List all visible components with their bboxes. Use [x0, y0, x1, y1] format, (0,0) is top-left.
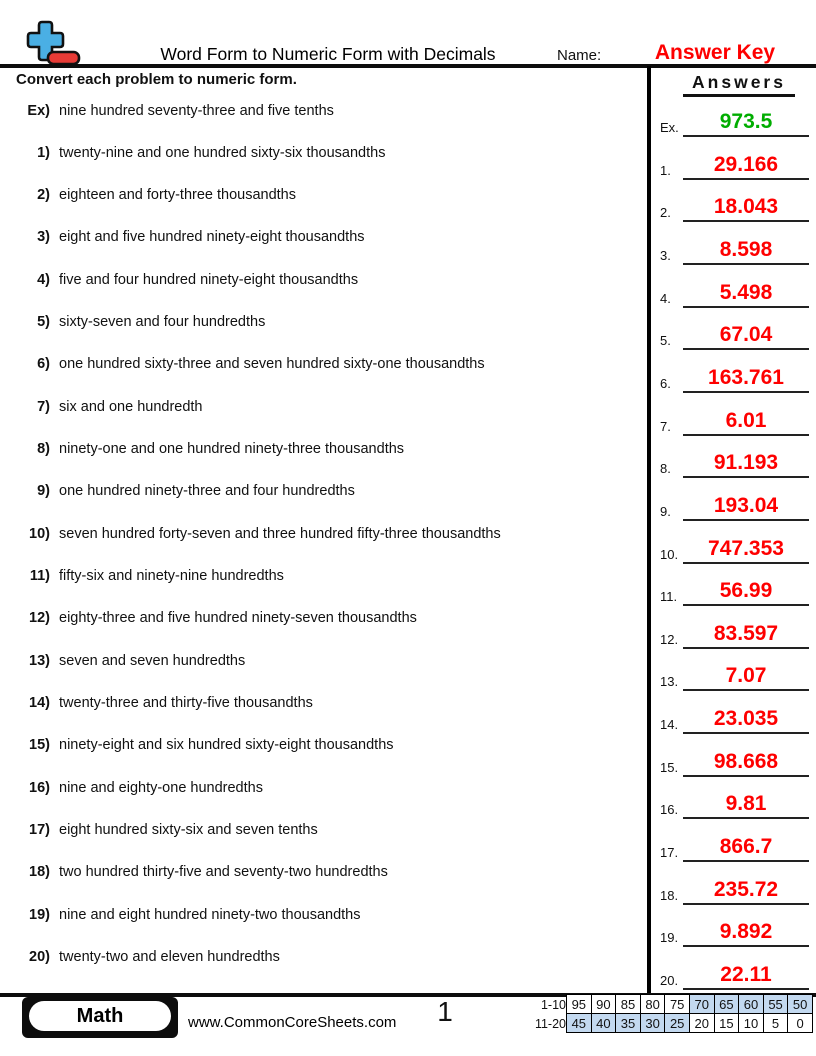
answer-row	[656, 530, 812, 564]
problem-row	[0, 780, 640, 796]
problem-text: five and four hundred ninety-eight thousandths	[59, 271, 359, 288]
grading-row1-label: 1-10	[540, 998, 566, 1012]
answer-row	[656, 913, 812, 947]
problem-row	[0, 399, 640, 415]
answer-value: 23.035	[713, 707, 779, 731]
instructions: Convert each problem to numeric form.	[16, 71, 297, 88]
answer-row	[656, 146, 812, 180]
answer-row	[656, 444, 812, 478]
answer-number: 6.	[660, 375, 671, 391]
answer-value: 8.598	[719, 237, 773, 261]
answer-number: 8.	[660, 461, 671, 477]
answer-value: 6.01	[725, 408, 767, 432]
problem-number: 16)	[29, 779, 50, 796]
answer-number: 4.	[660, 290, 671, 306]
answer-blank-line	[683, 860, 809, 862]
answer-row	[656, 828, 812, 862]
answer-blank-line	[683, 135, 809, 137]
answers-divider	[647, 66, 651, 995]
problem-text: fifty-six and ninety-nine hundredths	[59, 568, 284, 585]
problem-row	[0, 568, 640, 584]
answer-row	[656, 871, 812, 905]
answer-value: 7.07	[725, 664, 767, 688]
grading-cell: 55	[763, 995, 788, 1014]
problem-row	[0, 103, 640, 119]
answer-row	[656, 572, 812, 606]
problem-number: 1)	[37, 144, 50, 161]
subject-badge	[22, 997, 178, 1038]
problem-number: 9)	[37, 483, 50, 500]
answer-number: 9.	[660, 503, 671, 519]
problem-row	[0, 610, 640, 626]
answer-number: 18.	[660, 887, 679, 903]
problem-text: nine and eighty-one hundredths	[59, 779, 263, 796]
answer-number: Ex.	[660, 120, 679, 135]
problem-number: 8)	[37, 441, 50, 458]
answer-blank-line	[683, 178, 809, 180]
answer-number: 10.	[660, 546, 679, 562]
answer-value: 973.5	[719, 110, 773, 133]
page-title: Word Form to Numeric Form with Decimals	[160, 44, 496, 64]
answer-blank-line	[683, 434, 809, 436]
problem-number: 2)	[37, 187, 50, 204]
problem-text: ninety-one and one hundred ninety-three thousandths	[59, 441, 405, 458]
problem-text: eighteen and forty-three thousandths	[59, 187, 296, 204]
answer-row	[656, 402, 812, 436]
problem-number: 19)	[29, 906, 50, 923]
grading-cell: 75	[665, 995, 690, 1014]
problem-text: twenty-two and eleven hundredths	[59, 949, 280, 966]
answer-number: 2.	[660, 205, 671, 221]
answer-blank-line	[683, 817, 809, 819]
problem-text: twenty-nine and one hundred sixty-six thousandths	[59, 144, 386, 161]
answer-row	[656, 487, 812, 521]
answer-row	[656, 657, 812, 691]
answer-value: 866.7	[719, 835, 773, 859]
grading-cell: 60	[739, 995, 764, 1014]
problem-text: one hundred sixty-three and seven hundred sixty-one thousandths	[59, 356, 485, 373]
grading-cell: 25	[665, 1014, 690, 1033]
answer-row	[656, 274, 812, 308]
answer-row	[656, 956, 812, 990]
website-text: www.CommonCoreSheets.com	[188, 1014, 397, 1031]
problem-number: 13)	[29, 652, 50, 669]
answer-number: 1.	[660, 162, 671, 178]
answer-number: 7.	[660, 418, 671, 434]
answer-value: 56.99	[719, 579, 773, 603]
answer-value: 18.043	[713, 195, 779, 219]
problem-text: six and one hundredth	[59, 398, 203, 415]
grading-cell: 45	[567, 1014, 592, 1033]
answer-value: 163.761	[708, 365, 784, 389]
problem-number: 6)	[37, 356, 50, 373]
problem-row	[0, 907, 640, 923]
grading-row2	[567, 1014, 813, 1033]
problem-number: Ex)	[27, 102, 50, 119]
answer-row	[656, 743, 812, 777]
problem-row	[0, 356, 640, 372]
problem-row	[0, 822, 640, 838]
grading-table	[566, 994, 813, 1033]
problem-text: twenty-three and thirty-five thousandths	[59, 695, 313, 712]
answer-number: 19.	[660, 930, 679, 946]
answer-blank-line	[683, 945, 809, 947]
name-value: Answer Key	[654, 41, 776, 64]
problem-number: 17)	[29, 822, 50, 839]
answer-row	[656, 785, 812, 819]
problem-number: 3)	[37, 229, 50, 246]
problem-number: 7)	[37, 398, 50, 415]
grading-cell: 40	[591, 1014, 616, 1033]
problem-text: ninety-eight and six hundred sixty-eight thousandths	[59, 737, 394, 754]
answer-blank-line	[683, 306, 809, 308]
problem-text: two hundred thirty-five and seventy-two hundredths	[59, 864, 388, 881]
problem-text: eighty-three and five hundred ninety-seven thousandths	[59, 610, 417, 627]
grading-cell: 35	[616, 1014, 641, 1033]
problem-row	[0, 187, 640, 203]
grading-cell: 90	[591, 995, 616, 1014]
problem-row	[0, 145, 640, 161]
answer-blank-line	[683, 220, 809, 222]
answer-value: 29.166	[713, 152, 779, 176]
grading-cell: 50	[788, 995, 813, 1014]
answer-blank-line	[683, 519, 809, 521]
grading-cell: 10	[739, 1014, 764, 1033]
problem-row	[0, 737, 640, 753]
answer-number: 11.	[660, 589, 678, 605]
answer-blank-line	[683, 732, 809, 734]
problem-row	[0, 526, 640, 542]
answer-row	[656, 615, 812, 649]
answer-blank-line	[683, 775, 809, 777]
problem-text: nine and eight hundred ninety-two thousandths	[59, 906, 361, 923]
answer-row	[656, 231, 812, 265]
answer-blank-line	[683, 988, 809, 990]
problem-number: 4)	[37, 271, 50, 288]
answer-value: 193.04	[713, 493, 779, 517]
answer-value: 9.81	[725, 792, 767, 816]
grading-row1	[567, 995, 813, 1014]
answer-number: 12.	[660, 631, 679, 647]
problem-row	[0, 483, 640, 499]
answer-blank-line	[683, 903, 809, 905]
answers-title: Answers	[683, 72, 795, 97]
problem-row	[0, 695, 640, 711]
answer-value: 235.72	[713, 877, 779, 901]
answer-number: 15.	[660, 759, 679, 775]
page-number: 1	[437, 996, 453, 1027]
grading-cell: 15	[714, 1014, 739, 1033]
answer-row	[656, 188, 812, 222]
problem-number: 20)	[29, 949, 50, 966]
problem-number: 15)	[29, 737, 50, 754]
name-label: Name:	[557, 47, 602, 64]
answer-blank-line	[683, 391, 809, 393]
problem-text: seven and seven hundredths	[59, 652, 246, 669]
answer-value: 98.668	[713, 749, 779, 773]
problem-row	[0, 864, 640, 880]
answer-value: 9.892	[719, 920, 773, 944]
problem-row	[0, 314, 640, 330]
answer-blank-line	[683, 562, 809, 564]
answer-row	[656, 103, 812, 137]
answer-number: 17.	[660, 845, 679, 861]
answer-number: 13.	[660, 674, 679, 690]
problem-number: 18)	[29, 864, 50, 881]
problem-row	[0, 949, 640, 965]
grading-cell: 95	[567, 995, 592, 1014]
subject-label: Math	[29, 1001, 171, 1031]
answer-row	[656, 359, 812, 393]
answer-row	[656, 316, 812, 350]
answer-value: 67.04	[719, 323, 773, 347]
problem-row	[0, 229, 640, 245]
answer-value: 5.498	[719, 280, 773, 304]
grading-cell: 80	[640, 995, 665, 1014]
answer-blank-line	[683, 689, 809, 691]
grading-cell: 30	[640, 1014, 665, 1033]
answer-blank-line	[683, 348, 809, 350]
answer-blank-line	[683, 263, 809, 265]
answer-number: 16.	[660, 802, 679, 818]
grading-cell: 65	[714, 995, 739, 1014]
problem-text: eight and five hundred ninety-eight thousandths	[59, 229, 365, 246]
problem-number: 11)	[29, 568, 50, 585]
answer-value: 22.11	[720, 963, 772, 986]
answer-number: 20.	[660, 973, 679, 988]
grading-cell: 20	[689, 1014, 714, 1033]
grading-row2-label: 11-20	[534, 1017, 566, 1031]
problem-text: one hundred ninety-three and four hundredths	[59, 483, 355, 500]
problem-number: 14)	[29, 695, 50, 712]
grading-cell: 85	[616, 995, 641, 1014]
grading-cell: 0	[788, 1014, 813, 1033]
header-rule	[0, 64, 816, 68]
answer-number: 5.	[660, 333, 671, 349]
answer-blank-line	[683, 476, 809, 478]
answer-value: 83.597	[713, 621, 779, 645]
problem-text: nine hundred seventy-three and five tenths	[59, 102, 334, 119]
answer-row	[656, 700, 812, 734]
answer-number: 3.	[660, 247, 671, 263]
grading-cell: 70	[689, 995, 714, 1014]
answer-value: 91.193	[713, 451, 779, 475]
problem-text: sixty-seven and four hundredths	[59, 314, 266, 331]
problem-number: 10)	[29, 525, 50, 542]
answer-blank-line	[683, 604, 809, 606]
problem-text: seven hundred forty-seven and three hundred fifty-three thousandths	[59, 525, 501, 542]
answer-value: 747.353	[708, 536, 784, 560]
problem-number: 5)	[37, 314, 50, 331]
problem-number: 12)	[29, 610, 50, 627]
problem-text: eight hundred sixty-six and seven tenths	[59, 822, 318, 839]
grading-cell: 5	[763, 1014, 788, 1033]
problem-row	[0, 441, 640, 457]
answer-number: 14.	[660, 717, 679, 733]
problem-row	[0, 653, 640, 669]
problem-row	[0, 272, 640, 288]
answer-blank-line	[683, 647, 809, 649]
